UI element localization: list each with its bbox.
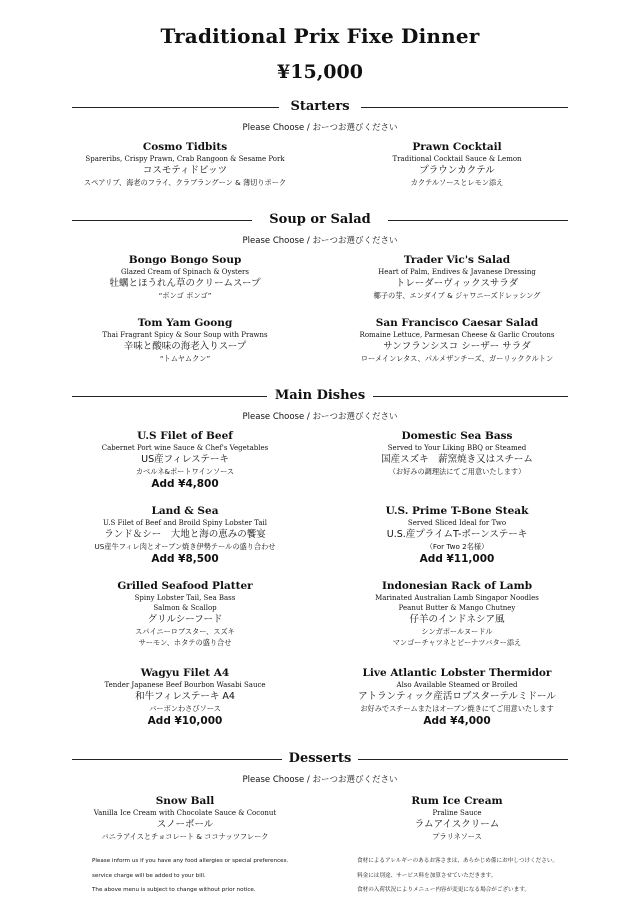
item-name-jp: 牡蠣とほうれん草のクリームスープ: [109, 278, 261, 289]
item-description-jp: マンゴーチャツネとピーナツバター添え: [392, 638, 522, 647]
menu-item-lobster-thermidor: [307, 667, 607, 728]
surcharge-price: Add ¥11,000: [419, 553, 495, 565]
item-description-jp: スペアリブ、海老のフライ、クラブラングーン & 薄切りポーク: [83, 178, 287, 187]
item-name: San Francisco Caesar Salad: [375, 317, 539, 329]
item-name: Grilled Seafood Platter: [117, 580, 253, 592]
item-description: U.S Filet of Beef and Broild Spiny Lobster Tail: [102, 519, 267, 527]
item-name: Prawn Cocktail: [412, 141, 502, 153]
item-name-jp: スノーボール: [156, 819, 214, 830]
menu-item-rum-ice-cream: [307, 795, 607, 842]
item-name: Bongo Bongo Soup: [128, 254, 242, 266]
item-name: Live Atlantic Lobster Thermidor: [362, 667, 552, 679]
divider-line: [388, 220, 568, 221]
item-name: U.S. Prime T-Bone Steak: [385, 505, 529, 517]
divider-line: [358, 759, 568, 760]
footer-notes-jp: [357, 854, 637, 898]
item-name-jp: 辛味と酸味の海老入りスープ: [123, 341, 247, 352]
item-name-jp: U.S.産プライムT-ボーンステーキ: [386, 529, 528, 540]
item-description-jp: 椰子の芽、エンダイブ & ジャワニーズドレッシング: [373, 291, 541, 300]
item-name-jp: サンフランシスコ シーザー サラダ: [383, 341, 531, 352]
item-description-jp: お好みでスチームまたはオーブン焼きにてご用意いたします: [360, 704, 554, 713]
item-description: Glazed Cream of Spinach & Oysters: [121, 268, 249, 276]
item-description: Traditional Cocktail Sauce & Lemon: [392, 155, 522, 163]
footer-note: Please inform us if you have any food allergies or special preferences.: [92, 858, 289, 864]
section-title: Starters: [290, 99, 350, 114]
section-title: Soup or Salad: [269, 212, 371, 227]
item-description: Salmon & Scallop: [153, 604, 217, 612]
section-title: Desserts: [288, 751, 352, 766]
item-name-jp: アトランティック産活ロブスターテルミドール: [358, 691, 556, 702]
item-description: Peanut Butter & Mango Chutney: [398, 604, 516, 612]
menu-item-wagyu-filet: [35, 667, 335, 728]
item-description-jp: （お好みの調理法にてご用意いたします）: [388, 467, 526, 476]
item-description-jp: カベルネ&ポートワインソース: [135, 467, 235, 476]
menu-item-prawn-cocktail: [307, 141, 607, 188]
item-description-jp: スパイニーロブスター、スズキ: [135, 627, 235, 636]
section-header-desserts: [72, 750, 568, 768]
menu-item-indonesian-rack-of-lamb: [307, 580, 607, 648]
item-name: Tom Yam Goong: [137, 317, 233, 329]
item-description: Tender Japanese Beef Bourbon Wasabi Sauce: [104, 681, 266, 689]
menu-item-caesar-salad: [307, 317, 607, 364]
menu-item-t-bone-steak: [307, 505, 607, 566]
menu-item-tom-yam-goong: [35, 317, 335, 364]
item-name-jp: プラウンカクテル: [419, 165, 495, 176]
item-description: Spiny Lobster Tail, Sea Bass: [134, 594, 236, 602]
item-description: Praline Sauce: [432, 809, 482, 817]
choose-instruction: Please Choose / おーつお選びください: [242, 236, 398, 246]
item-name: Snow Ball: [155, 795, 215, 807]
menu-item-land-and-sea: [35, 505, 335, 566]
surcharge-price: Add ¥4,800: [151, 478, 219, 490]
section-header-starters: [72, 98, 568, 116]
item-description-jp: （For Two 2名様）: [425, 542, 489, 551]
item-name-jp: ラムアイスクリーム: [414, 819, 500, 830]
divider-line: [361, 107, 568, 108]
page-title: Traditional Prix Fixe Dinner: [160, 24, 480, 48]
item-description: Spareribs, Crispy Prawn, Crab Rangoon & Sesame Pork: [85, 155, 285, 163]
item-name: Land & Sea: [151, 505, 219, 517]
item-name: Wagyu Filet A4: [140, 667, 230, 679]
item-description: Heart of Palm, Endives & Javanese Dressing: [378, 268, 536, 276]
menu-item-cosmo-tidbits: [35, 141, 335, 188]
menu-item-grilled-seafood-platter: [35, 580, 335, 648]
footer-note: 食材によるアレルギーのあるお客さまは、あらかじめ係にお申しつけください。: [357, 858, 559, 864]
item-name-jp: 和牛フィレステーキ A4: [135, 691, 235, 702]
menu-item-domestic-sea-bass: [307, 430, 607, 477]
item-name: Trader Vic's Salad: [403, 254, 511, 266]
section-header-soup-salad: [72, 211, 568, 229]
item-description: Cabernet Port wine Sauce & Chef's Vegetables: [101, 444, 269, 452]
item-name-jp: グリルシーフード: [147, 614, 223, 625]
item-name: U.S Filet of Beef: [137, 430, 233, 442]
surcharge-price: Add ¥4,000: [423, 715, 491, 727]
surcharge-price: Add ¥10,000: [147, 715, 223, 727]
item-description-jp: カクテルソースとレモン添え: [410, 178, 504, 187]
item-name: Domestic Sea Bass: [401, 430, 513, 442]
item-name-jp: 国産スズキ 薪窯焼き又はスチーム: [381, 454, 533, 465]
item-description-jp: US産牛フィレ肉とオーブン焼き伊勢テールの盛り合わせ: [94, 542, 276, 551]
prix-fixe-price: ¥15,000: [277, 61, 363, 83]
choose-instruction: Please Choose / おーつお選びください: [242, 123, 398, 133]
footer-note: 食材の入荷状況によりメニュー内容が変更になる場合がございます。: [357, 887, 530, 893]
item-description-jp: サーモン、ホタテの盛り合せ: [138, 638, 232, 647]
surcharge-price: Add ¥8,500: [151, 553, 219, 565]
item-name-jp: 仔羊のインドネシア風: [409, 614, 505, 625]
menu-item-us-filet-of-beef: [35, 430, 335, 491]
item-description: Romaine Lettuce, Parmesan Cheese & Garlic Croutons: [359, 331, 555, 339]
menu-item-snow-ball: [35, 795, 335, 842]
footer-note: 料金には別途、サービス料を加算させていただきます。: [357, 872, 497, 879]
item-description: Vanilla Ice Cream with Chocolate Sauce & Coconut: [93, 809, 277, 817]
item-description: Served to Your Liking BBQ or Steamed: [387, 444, 527, 452]
item-description: Also Available Steamed or Broiled: [396, 681, 518, 689]
item-name-jp: トレーダーヴィックスサラダ: [395, 278, 519, 289]
item-description: Served Sliced Ideal for Two: [407, 519, 507, 527]
item-description-jp: “トムヤムクン”: [159, 354, 211, 363]
item-description-jp: シンガポールヌードル: [421, 627, 493, 636]
item-description-jp: “ボンゴ ボンゴ”: [158, 291, 212, 300]
item-name: Indonesian Rack of Lamb: [381, 580, 533, 592]
divider-line: [373, 396, 568, 397]
item-description-jp: バニラアイスとチョコレート & ココナッツフレーク: [101, 832, 269, 841]
footer-notes-en: [92, 854, 372, 898]
item-name: Rum Ice Cream: [411, 795, 503, 807]
section-header-main-dishes: [72, 387, 568, 405]
item-description: Marinated Australian Lamb Singapor Noodles: [375, 594, 539, 602]
item-name-jp: ランド＆シー 大地と海の恵みの饗宴: [104, 529, 266, 540]
item-name: Cosmo Tidbits: [142, 141, 228, 153]
footer-note: service charge will be added to your bill.: [92, 872, 206, 879]
menu-item-bongo-bongo-soup: [35, 254, 335, 301]
item-name-jp: US産フィレステーキ: [141, 454, 229, 465]
menu-item-trader-vics-salad: [307, 254, 607, 301]
item-name-jp: コスモティドビッツ: [142, 165, 228, 176]
footer-note: The above menu is subject to change without prior notice.: [92, 887, 256, 893]
item-description-jp: バーボンわさびソース: [149, 704, 221, 713]
section-title: Main Dishes: [274, 388, 366, 403]
choose-instruction: Please Choose / おーつお選びください: [242, 412, 398, 422]
item-description-jp: プラリネソース: [432, 832, 482, 841]
choose-instruction: Please Choose / おーつお選びください: [242, 775, 398, 785]
item-description-jp: ローメインレタス、パルメザンチーズ、ガーリッククルトン: [360, 354, 554, 363]
item-description: Thai Fragrant Spicy & Sour Soup with Prawns: [102, 331, 268, 339]
